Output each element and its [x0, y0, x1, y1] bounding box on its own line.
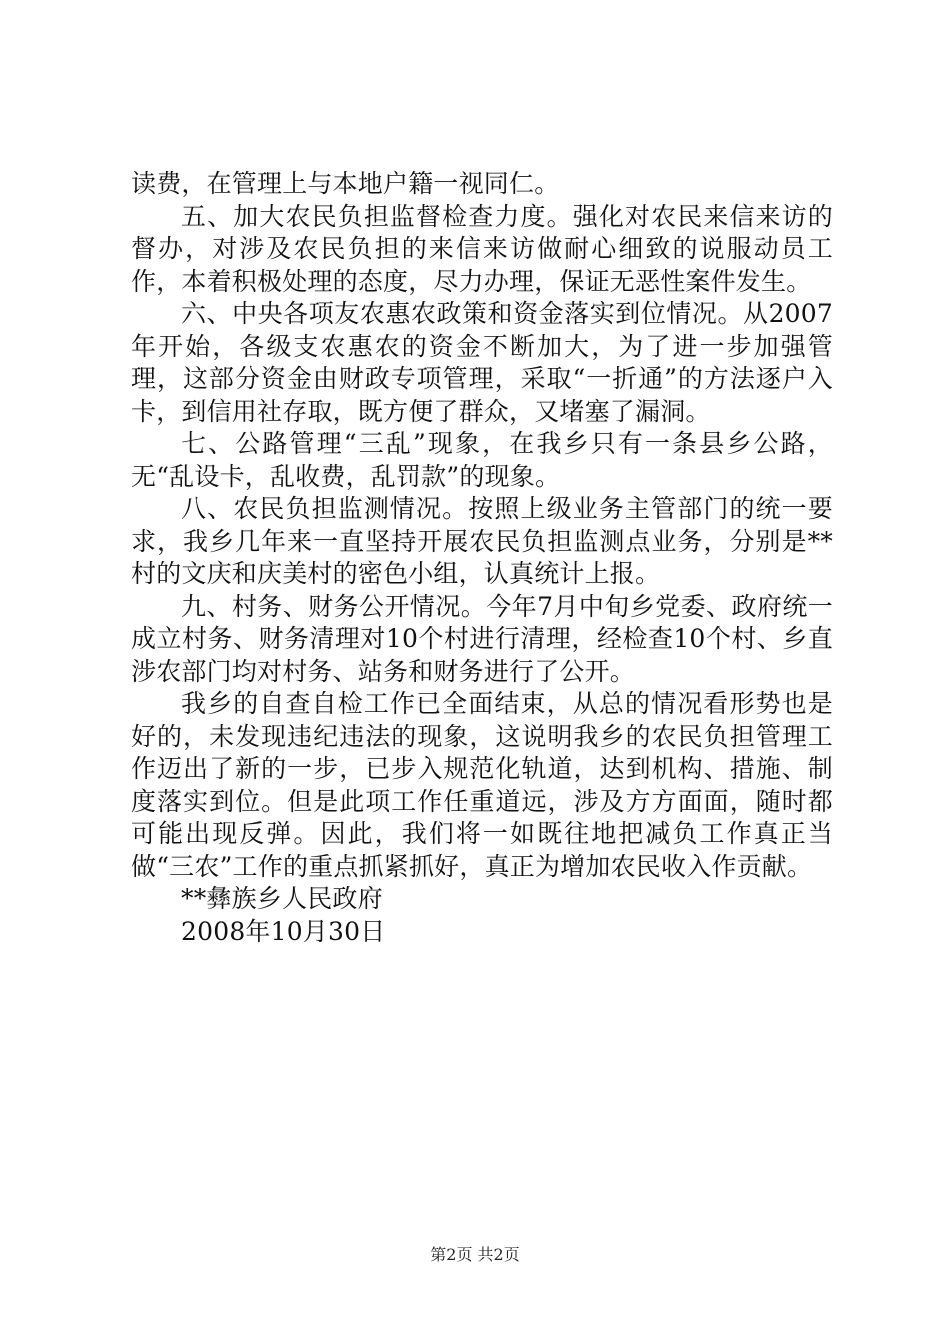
- paragraph-item-7: 七、公路管理“三乱”现象，在我乡只有一条县乡公路，无“乱设卡，乱收费，乱罚款”的现象。: [131, 429, 833, 491]
- paragraph-conclusion: 我乡的自查自检工作已全面结束，从总的情况看形势也是好的，未发现违纪违法的现象，这说明我乡的农民负担管理工作迈出了新的一步，已步入规范化轨道，达到机构、措施、制度落实到位。但是此项工作任重道远，涉及方方面面，随时都可能出现反弹。因此，我们将一如既往地把减负工作真正当做“三农”工作的重点抓紧抓好，真正为增加农民收入作贡献。: [131, 689, 833, 881]
- signature-date: 2008年10月30日: [181, 916, 386, 946]
- paragraph-item-6: 六、中央各项友农惠农政策和资金落实到位情况。从2007年开始，各级支农惠农的资金不断加大，为了进一步加强管理，这部分资金由财政专项管理，采取“一折通”的方法逐户入卡，到信用社存取，既方便了群众，又堵塞了漏洞。: [131, 299, 833, 426]
- paragraph-item-8: 八、农民负担监测情况。按照上级业务主管部门的统一要求，我乡几年来一直坚持开展农民负担监测点业务，分别是**村的文庆和庆美村的密色小组，认真统计上报。: [131, 494, 833, 588]
- document-body: [131, 168, 833, 948]
- signature-organization: **彝族乡人民政府: [181, 884, 383, 913]
- page-number-footer: 第2页 共2页: [430, 1245, 520, 1264]
- paragraph-item-5: 五、加大农民负担监督检查力度。强化对农民来信来访的督办，对涉及农民负担的来信来访做耐心细致的说服动员工作，本着积极处理的态度，尽力办理，保证无恶性案件发生。: [131, 201, 833, 296]
- paragraph-item-9: 九、村务、财务公开情况。今年7月中旬乡党委、政府统一成立村务、财务清理对10个村进行清理，经检查10个村、乡直涉农部门均对村务、站务和财务进行了公开。: [131, 591, 833, 686]
- paragraph-continuation: 读费，在管理上与本地户籍一视同仁。: [131, 169, 560, 198]
